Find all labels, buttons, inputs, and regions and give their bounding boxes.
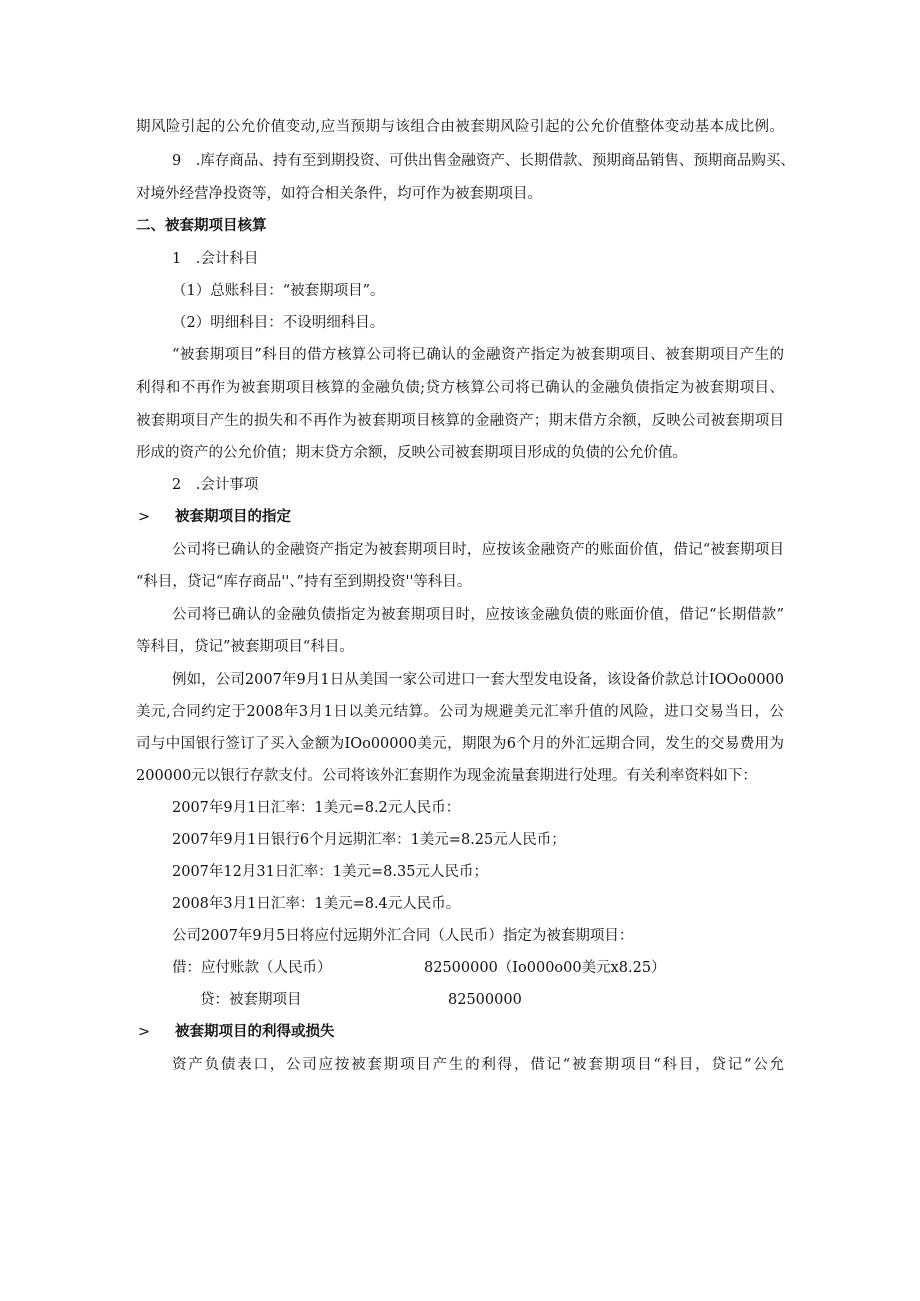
rate-line: 2007年9月1日银行6个月远期汇率：1美元=8.25元人民币；	[172, 832, 566, 848]
paragraph-line: 对境外经营净投资等，如符合相关条件，均可作为被套期项目。	[136, 186, 542, 202]
list-item: （2）明细科目：不设明细科目。	[172, 315, 385, 331]
paragraph-line: 200000元以银行存款支付。公司将该外汇套期作为现金流量套期进行处理。有关利率资料如下：	[136, 768, 757, 784]
paragraph-line: 期风险引起的公允价值变动,应当预期与该组合由被套期风险引起的公允价值整体变动基本成比例。	[136, 119, 784, 135]
rate-line: 2007年12月31日汇率：1美元=8.35元人民币；	[172, 864, 488, 880]
paragraph-line: 司与中国银行签订了买入金额为IOo00000美元，期限为6个月的外汇远期合同，发生的交易费用为	[136, 736, 784, 752]
journal-credit-value: 82500000	[448, 992, 522, 1008]
paragraph-line: 例如，公司2007年9月1日从美国一家公司进口一套大型发电设备，该设备价款总计IOOo0000	[172, 672, 784, 688]
paragraph-line: 公司2007年9月5日将应付远期外汇合同（人民币）指定为被套期项目：	[172, 928, 634, 944]
paragraph-line: 公司将已确认的金融负债指定为被套期项目时，应按该金融负债的账面价值，借记“长期借款”	[172, 607, 784, 623]
section-heading: 二、被套期项目核算	[136, 218, 267, 234]
paragraph-line: 公司将已确认的金融资产指定为被套期项目时，应按该金融资产的账面价值，借记“被套期项目	[172, 542, 784, 558]
rate-line: 2008年3月1日汇率：1美元=8.4元人民币。	[172, 896, 461, 912]
paragraph-line: 被套期项目产生的损失和不再作为被套期项目核算的金融资产；期末借方余额，反映公司被套期项目	[136, 413, 784, 429]
list-item: （1）总账科目：“被套期项目”。	[172, 283, 385, 299]
arrow-bullet-icon: >	[138, 1024, 151, 1040]
paragraph-line: 美元,合同约定于2008年3月1日以美元结算。公司为规避美元汇率升值的风险，进口交易当日，公	[136, 704, 784, 720]
subsection-heading: 1 .会计科目	[172, 251, 259, 267]
paragraph-line: 利得和不再作为被套期项目核算的金融负债;贷方核算公司将已确认的金融负债指定为被套期项目、	[136, 380, 784, 396]
list-item-9: 9 .库存商品、持有至到期投资、可供出售金融资产、长期借款、预期商品销售、预期商品购买、	[172, 153, 795, 169]
paragraph-line: 形成的资产的公允价值；期末贷方余额，反映公司被套期项目形成的负债的公允价值。	[136, 445, 687, 461]
paragraph-line: “科目，贷记“库存商品''、”持有至到期投资''等科目。	[136, 574, 472, 590]
bullet-heading: 被套期项目的利得或损失	[175, 1024, 335, 1040]
rate-line: 2007年9月1日汇率：1美元=8.2元人民币：	[172, 800, 461, 816]
bullet-heading: 被套期项目的指定	[175, 509, 291, 525]
journal-debit-value: 82500000（Io000o00美元x8.25）	[424, 960, 666, 976]
paragraph-line: 等科目，贷记”被套期项目“科目。	[136, 639, 354, 655]
arrow-bullet-icon: >	[138, 509, 151, 525]
journal-debit-label: 借：应付账款（人民币）	[172, 960, 332, 976]
subsection-heading: 2 .会计事项	[172, 477, 259, 493]
paragraph-line: “被套期项目”科目的借方核算公司将已确认的金融资产指定为被套期项目、被套期项目产生的	[172, 347, 784, 363]
paragraph-line: 资产负债表口，公司应按被套期项目产生的利得，借记“被套期项目“科目，贷记“公允	[172, 1057, 784, 1073]
journal-credit-label: 贷：被套期项目	[200, 992, 302, 1008]
